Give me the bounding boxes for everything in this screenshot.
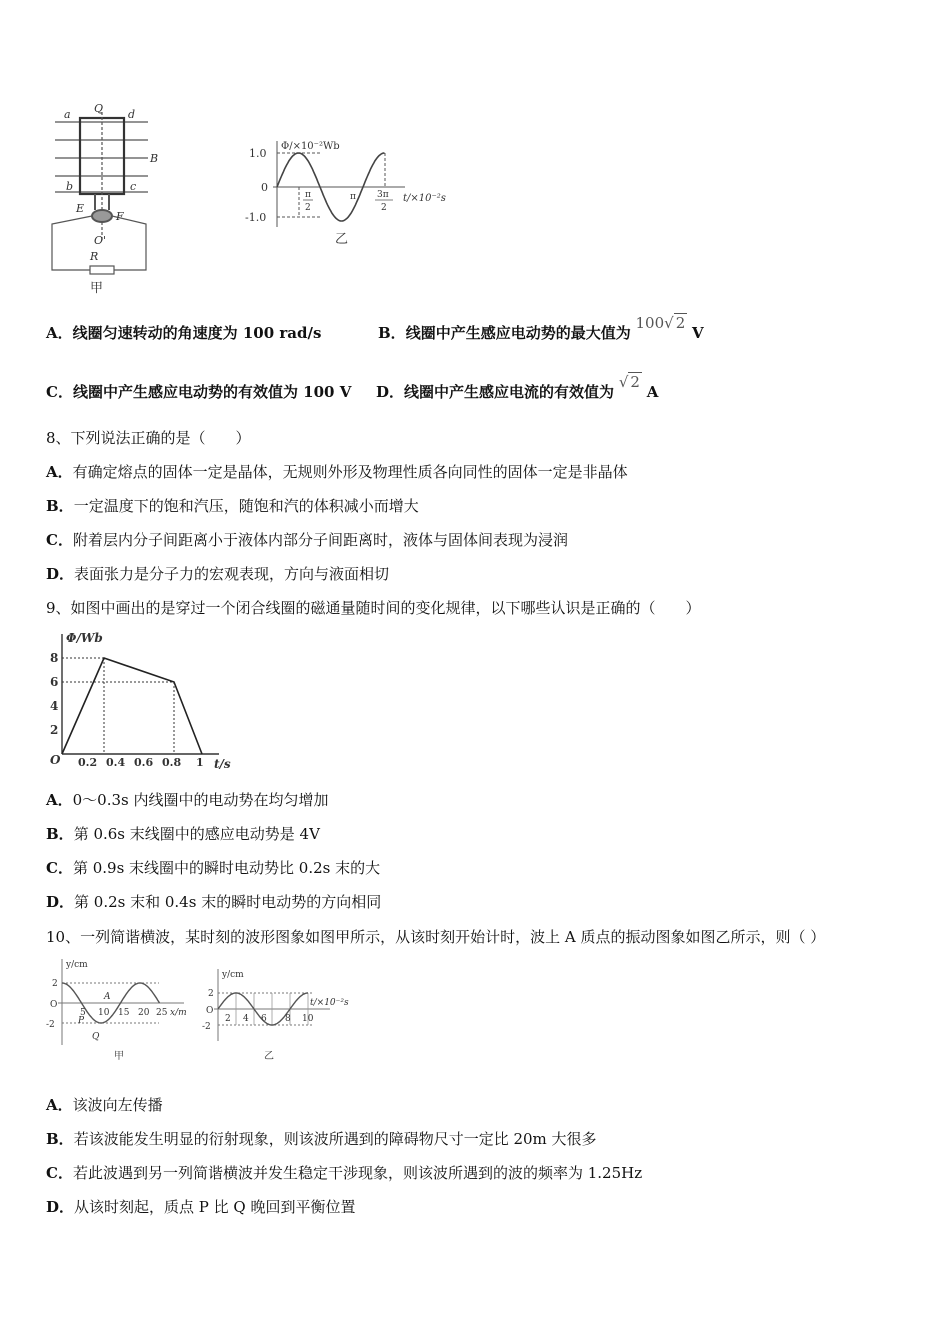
q7-option-c[interactable]: [46, 382, 351, 402]
q7-option-b-value: 100√ 2: [635, 314, 686, 332]
q9-x-tick-1: 1: [196, 756, 204, 769]
q10-jia-x-tick-25: 25: [156, 1008, 168, 1018]
jia-label-b: b: [66, 180, 74, 193]
q8-option-c-prefix: C．: [46, 531, 73, 549]
q8-option-a-text: 有确定熔点的固体一定是晶体，无规则外形及物理性质各向同性的固体一定是非晶体: [72, 463, 628, 481]
q10-jia-point-q: Q: [92, 1032, 100, 1042]
q8-option-d-text: 表面张力是分子力的宏观表现，方向与液面相切: [74, 565, 390, 583]
q10-wave-figure-jia: [44, 955, 194, 1065]
q10-jia-y-tick-neg2: -2: [46, 1020, 55, 1030]
q10-jia-x-tick-5: 5: [80, 1008, 86, 1018]
q10-option-a-prefix: A．: [46, 1096, 73, 1114]
q9-option-a-prefix: A．: [46, 791, 73, 809]
yi-y-label: Φ/×10⁻²Wb: [281, 141, 340, 152]
q10-yi-y-tick-neg2: -2: [202, 1022, 211, 1032]
q9-y-tick-2: 2: [50, 723, 59, 737]
q9-x-tick-02: 0.2: [78, 756, 98, 769]
q10-yi-caption: 乙: [264, 1051, 274, 1062]
q10-option-c-prefix: C．: [46, 1164, 73, 1182]
q10-jia-x-tick-20: 20: [138, 1008, 150, 1018]
q9-option-a-text: 0～0.3s 内线圈中的电动势在均匀增加: [72, 791, 329, 809]
q10-option-d-text: 从该时刻起，质点 P 比 Q 晚回到平衡位置: [74, 1198, 356, 1216]
q7-option-a[interactable]: [46, 323, 321, 343]
q9-option-b-prefix: B．: [46, 825, 74, 843]
q9-option-d-prefix: D．: [46, 893, 75, 911]
q9-x-tick-08: 0.8: [162, 756, 182, 769]
q10-jia-y-tick-2: 2: [52, 979, 58, 989]
q7-option-d[interactable]: [376, 373, 659, 402]
q7-option-c-text: 线圈中产生感应电动势的有效值为 100 V: [72, 383, 352, 401]
q10-yi-y-tick-2: 2: [208, 989, 214, 999]
q8-option-a[interactable]: [46, 462, 628, 482]
jia-label-q: Q: [94, 102, 104, 115]
q10-option-c-text: 若此波遇到另一列简谐横波并发生稳定干涉现象，则该波所遇到的波的频率为 1.25Hz: [72, 1164, 643, 1182]
q7-option-b[interactable]: [378, 314, 704, 343]
yi-x-tick-pi-half-den: 2: [305, 203, 311, 213]
q7-option-b-unit: V: [692, 324, 704, 342]
q10-jia-x-tick-10: 10: [98, 1008, 110, 1018]
q10-vibration-figure-yi: [200, 965, 360, 1065]
q10-yi-x-tick-4: 4: [243, 1014, 249, 1024]
q10-option-d[interactable]: [46, 1197, 355, 1217]
yi-tick-1: 1.0: [249, 147, 267, 160]
q9-option-c-text: 第 0.9s 末线圈中的瞬时电动势比 0.2s 末的大: [72, 859, 381, 877]
jia-label-a: a: [64, 108, 71, 121]
q10-option-b[interactable]: [46, 1129, 597, 1149]
yi-caption: 乙: [335, 232, 349, 247]
q7-option-d-text: 线圈中产生感应电流的有效值为: [404, 383, 615, 401]
q9-flux-graph: [44, 626, 244, 774]
q10-yi-origin: O: [206, 1006, 214, 1016]
q10-option-b-text: 若该波能发生明显的衍射现象，则该波所遇到的障碍物尺寸一定比 20m 大很多: [73, 1130, 597, 1148]
q7-option-b-coef: 100: [635, 314, 665, 332]
q10-jia-y-label: y/cm: [66, 960, 88, 970]
q8-option-b-text: 一定温度下的饱和汽压，随饱和汽的体积减小而增大: [73, 497, 419, 515]
q7-option-d-prefix: D．: [376, 383, 405, 401]
q7-option-d-unit: A: [646, 383, 659, 401]
q10-stem: 10、一列简谐横波，某时刻的波形图象如图甲所示，从该时刻开始计时，波上 A 质点的振动图象如图乙所示，则（ ）: [46, 928, 826, 946]
jia-label-b-field: B: [150, 152, 159, 165]
q10-jia-x-tick-15: 15: [118, 1008, 130, 1018]
q10-option-b-prefix: B．: [46, 1130, 74, 1148]
q8-option-a-prefix: A．: [46, 463, 73, 481]
q10-jia-point-a: A: [104, 992, 111, 1002]
q8-stem: 8、下列说法正确的是（ ）: [46, 429, 251, 447]
jia-label-c: c: [130, 180, 137, 193]
q8-option-c[interactable]: [46, 530, 568, 550]
yi-x-tick-pi: π: [350, 192, 356, 202]
q9-option-b[interactable]: [46, 824, 320, 844]
q10-yi-y-label: y/cm: [222, 970, 244, 980]
q8-option-b[interactable]: [46, 496, 419, 516]
jia-label-f: F: [116, 210, 124, 223]
yi-x-label: t/×10⁻²s: [403, 193, 446, 204]
q10-option-d-prefix: D．: [46, 1198, 75, 1216]
q9-option-d-text: 第 0.2s 末和 0.4s 末的瞬时电动势的方向相同: [74, 893, 382, 911]
q10-option-a-text: 该波向左传播: [72, 1096, 163, 1114]
yi-x-tick-pi-half-num: π: [305, 190, 311, 200]
q9-option-d[interactable]: [46, 892, 381, 912]
q10-yi-x-label: t/×10⁻²s: [310, 998, 349, 1008]
yi-tick-neg1: -1.0: [245, 211, 267, 224]
q10-option-a[interactable]: [46, 1095, 163, 1115]
q7-option-c-prefix: C．: [46, 383, 73, 401]
q10-jia-caption: 甲: [114, 1051, 124, 1062]
q7-option-b-rad: 2: [675, 314, 686, 332]
q9-y-tick-8: 8: [50, 651, 59, 665]
q7-figure-yi: [245, 135, 465, 255]
q9-option-a[interactable]: [46, 790, 329, 810]
jia-label-r: R: [90, 250, 99, 263]
q7-option-b-text: 线圈中产生感应电动势的最大值为: [405, 324, 631, 342]
q9-option-c[interactable]: [46, 858, 380, 878]
q9-y-tick-4: 4: [50, 699, 59, 713]
q7-option-a-prefix: A．: [46, 324, 73, 342]
yi-x-tick-3pi-half-num: 3π: [377, 190, 389, 200]
jia-caption: 甲: [90, 281, 104, 296]
q9-option-b-text: 第 0.6s 末线圈中的感应电动势是 4V: [73, 825, 320, 843]
q9-flux-line: [62, 658, 202, 754]
yi-x-tick-3pi-half-den: 2: [381, 203, 387, 213]
q10-yi-x-tick-6: 6: [261, 1014, 267, 1024]
q9-y-label: Φ/Wb: [66, 631, 103, 645]
q10-jia-point-p: P: [78, 1016, 85, 1026]
q9-stem: 9、如图中画出的是穿过一个闭合线圈的磁通量随时间的变化规律，以下哪些认识是正确的（ ）: [46, 599, 701, 617]
jia-label-e: E: [76, 202, 85, 215]
q9-origin: O: [50, 753, 61, 767]
q9-x-tick-04: 0.4: [106, 756, 126, 769]
q8-option-c-text: 附着层内分子间距离小于液体内部分子间距离时，液体与固体间表现为浸润: [72, 531, 568, 549]
jia-label-o-prime: O': [94, 234, 107, 247]
q10-yi-x-tick-8: 8: [285, 1014, 291, 1024]
q9-y-tick-6: 6: [50, 675, 59, 689]
q10-jia-origin: O: [50, 1000, 58, 1010]
q9-x-label: t/s: [214, 757, 231, 771]
yi-tick-0: 0: [261, 181, 268, 194]
q10-option-c[interactable]: [46, 1163, 642, 1183]
q7-figure-jia: [40, 100, 170, 300]
q7-option-a-text: 线圈匀速转动的角速度为 100 rad/s: [72, 324, 322, 342]
q7-option-d-rad: 2: [630, 373, 640, 391]
q9-option-c-prefix: C．: [46, 859, 73, 877]
q9-x-tick-06: 0.6: [134, 756, 154, 769]
q7-option-d-value: √ 2: [618, 373, 640, 391]
q8-option-d[interactable]: [46, 564, 389, 584]
q7-option-b-prefix: B．: [378, 324, 406, 342]
q8-option-b-prefix: B．: [46, 497, 74, 515]
jia-label-d: d: [128, 108, 136, 121]
q8-option-d-prefix: D．: [46, 565, 75, 583]
q10-jia-x-label: x/m: [170, 1008, 187, 1018]
q10-yi-x-tick-10: 10: [302, 1014, 314, 1024]
q10-yi-x-tick-2: 2: [225, 1014, 231, 1024]
